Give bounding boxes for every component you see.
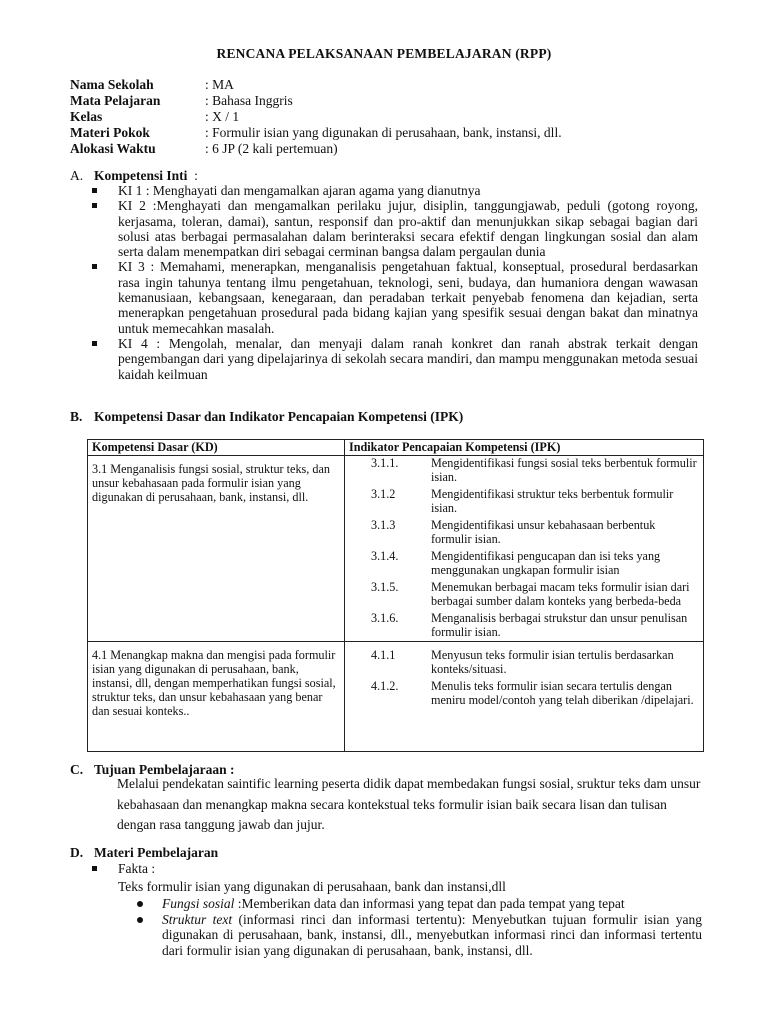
ki-text: : Memahami, menerapkan, menganalisis pengetahuan faktual, konseptual, prosedural berdasarkan rasa ingin tahunya tentang ilmu pengetahuan, teknologi, seni, budaya, dan humaniora dengan wawasan kemanusiaan, kebangsaan, kenegaraan, dan peradaban terkait penyebab fenomena dan kejadian, serta menerapkan pengetahuan prosedural pada bidang kajian yang spesifik sesuai dengan bakat dan minatnya untuk memecahkan masalah. [118, 259, 698, 336]
bullet-text: (informasi rinci dan informasi tertentu): Menyebutkan tujuan formulir isian yang digunakan di perusahaan, bank, instansi, dll., menyebutkan informasi rinci dan informasi tertentu dari formulir isian yang digunakan di perusahaan, bank, instansi, dll. [162, 911, 702, 958]
kd-ipk-table [87, 439, 704, 752]
identity-value: : Formulir isian yang digunakan di perusahaan, bank, instansi, dll. [205, 125, 562, 140]
identity-row [70, 141, 562, 157]
list-item [371, 679, 699, 707]
kompetensi-inti-list [92, 183, 698, 382]
bullet-text: :Memberikan data dan informasi yang tepat dan pada tempat yang tepat [234, 896, 625, 911]
square-bullet-icon [92, 203, 97, 208]
table-row [88, 642, 704, 752]
ipk-list [349, 456, 699, 639]
square-bullet-icon [92, 188, 97, 193]
identity-label: Alokasi Waktu [70, 141, 156, 156]
section-d-heading [70, 845, 218, 861]
section-title: Materi Pembelajaran [94, 845, 219, 860]
tujuan-paragraph: Melalui pendekatan saintific learning peserta didik dapat membedakan fungsi sosial, sruktur teks dam unsur kebahasaan dan menangkap makna secara kontekstual teks formulir isian baik secara lisan dan tulisan dengan rasa tanggung jawab dan jujur. [117, 776, 701, 832]
ki-text: Menghayati dan mengamalkan ajaran agama yang dianutnya [149, 183, 481, 198]
identity-label: Mata Pelajaran [70, 93, 161, 108]
ipk-cell [345, 642, 704, 752]
ki-lead: KI 1 : [118, 183, 150, 198]
identity-row [70, 109, 562, 125]
identity-value: : Bahasa Inggris [205, 93, 293, 108]
list-item [92, 183, 698, 198]
table-header-cell: Kompetensi Dasar (KD) [88, 440, 345, 456]
ipk-text: Mengidentifikasi unsur kebahasaan berbentuk formulir isian. [431, 518, 656, 546]
kd-text: 3.1 Menganalisis fungsi sosial, struktur teks, dan unsur kebahasaan pada formulir isian yang digunakan di perusahaan, bank, instansi, dll. [92, 462, 330, 504]
section-b-heading [70, 409, 463, 425]
section-colon: : [194, 168, 198, 183]
identity-block [70, 77, 562, 157]
ipk-text: Menemukan berbagai macam teks formulir isian dari berbagai sumber dalam konteks yang berbeda-beda [431, 580, 690, 608]
list-item [92, 198, 698, 259]
kd-cell [88, 456, 345, 642]
ipk-text: Menyusun teks formulir isian tertulis berdasarkan konteks/situasi. [431, 648, 674, 676]
ipk-number: 3.1.2 [371, 487, 396, 501]
section-letter: D. [70, 845, 84, 860]
identity-value: : 6 JP (2 kali pertemuan) [205, 141, 338, 156]
section-a-heading [70, 168, 198, 184]
list-item [371, 648, 699, 676]
square-bullet-icon [92, 264, 97, 269]
kd-cell [88, 642, 345, 752]
list-item [371, 549, 699, 577]
ipk-number: 3.1.1. [371, 456, 399, 470]
fakta-text: Teks formulir isian yang digunakan di perusahaan, bank dan instansi,dll [118, 878, 506, 894]
materi-list [92, 861, 702, 958]
list-item [371, 580, 699, 608]
section-title: Kompetensi Inti [94, 168, 188, 183]
ki-lead: KI 2 [118, 198, 146, 214]
kd-text: 4.1 Menangkap makna dan mengisi pada formulir isian yang digunakan di perusahaan, bank, instansi, dll, dengan memperhatikan fungsi sosial, struktur teks, dan unsur kebahasaan yang benar dan sesuai konteks.. [92, 648, 336, 718]
square-bullet-icon [92, 866, 97, 871]
list-item [371, 518, 699, 546]
ipk-number: 3.1.3 [371, 518, 396, 532]
list-item [92, 912, 702, 959]
identity-row [70, 125, 562, 141]
list-item [371, 611, 699, 639]
bullet-term: Struktur text [162, 911, 233, 927]
list-item [92, 896, 702, 912]
identity-label: Kelas [70, 109, 103, 124]
identity-row [70, 77, 562, 93]
identity-row [70, 93, 562, 109]
ipk-text: Menganalisis berbagai strukstur dan unsur penulisan formulir isian. [431, 611, 688, 639]
table-row [88, 456, 704, 642]
section-title: Kompetensi Dasar dan Indikator Pencapaian Kompetensi (IPK) [94, 409, 464, 424]
list-item [371, 456, 699, 484]
section-letter: B. [70, 409, 83, 424]
table-header-row [88, 440, 704, 456]
list-item [371, 487, 699, 515]
ipk-text: Mengidentifikasi fungsi sosial teks berbentuk formulir isian. [431, 456, 697, 484]
ipk-number: 3.1.4. [371, 549, 399, 563]
identity-value: : X / 1 [205, 109, 240, 124]
round-bullet-icon [137, 917, 143, 923]
bullet-term: Fungsi sosial [162, 896, 235, 911]
section-letter: A. [70, 168, 84, 183]
fakta-label: Fakta : [118, 861, 156, 876]
square-bullet-icon [92, 341, 97, 346]
ipk-cell [345, 456, 704, 642]
table-header-cell: Indikator Pencapaian Kompetensi (IPK) [345, 440, 704, 456]
ipk-text: Mengidentifikasi struktur teks berbentuk formulir isian. [431, 487, 674, 515]
ipk-number: 4.1.2. [371, 679, 399, 693]
document-title: RENCANA PELAKSANAAN PEMBELAJARAN (RPP) [216, 46, 552, 61]
section-title: Tujuan Pembelajaraan : [94, 762, 235, 777]
ki-text: : Mengolah, menalar, dan menyaji dalam ranah konkret dan ranah abstrak terkait dengan pengembangan dari yang dipelajarinya di sekolah secara mandiri, dan mampu menggunakan metoda sesuai kaidah keilmuan [118, 335, 699, 382]
ki-lead: KI 3 [118, 259, 145, 275]
ipk-number: 3.1.5. [371, 580, 399, 594]
identity-label: Materi Pokok [70, 125, 150, 140]
ki-lead: KI 4 [118, 335, 148, 351]
ipk-text: Mengidentifikasi pengucapan dan isi teks yang menggunakan ungkapan formulir isian [431, 549, 661, 577]
list-item [92, 259, 698, 335]
list-item [92, 861, 702, 877]
round-bullet-icon [137, 901, 143, 907]
ipk-number: 3.1.6. [371, 611, 399, 625]
ipk-list [349, 642, 699, 707]
ki-text: :Menghayati dan mengamalkan perilaku jujur, disiplin, tanggungjawab, peduli (gotong royong, kerjasama, toleran, damai), santun, responsif dan pro-aktif dan menunjukkan sikap sebagai bagian dari solusi atas berbagai permasalahan dalam berinteraksi secara efektif dengan lingkungan sosial dan alam serta dalam menempatkan diri sebagai cerminan bangsa dalam pergaulan dunia [118, 198, 698, 260]
list-item [92, 336, 698, 382]
ipk-number: 4.1.1 [371, 648, 396, 662]
identity-value: : MA [205, 77, 234, 92]
identity-label: Nama Sekolah [70, 77, 154, 92]
section-letter: C. [70, 762, 84, 777]
ipk-text: Menulis teks formulir isian secara tertulis dengan meniru model/contoh yang telah diberikan /dipelajari. [431, 679, 694, 707]
